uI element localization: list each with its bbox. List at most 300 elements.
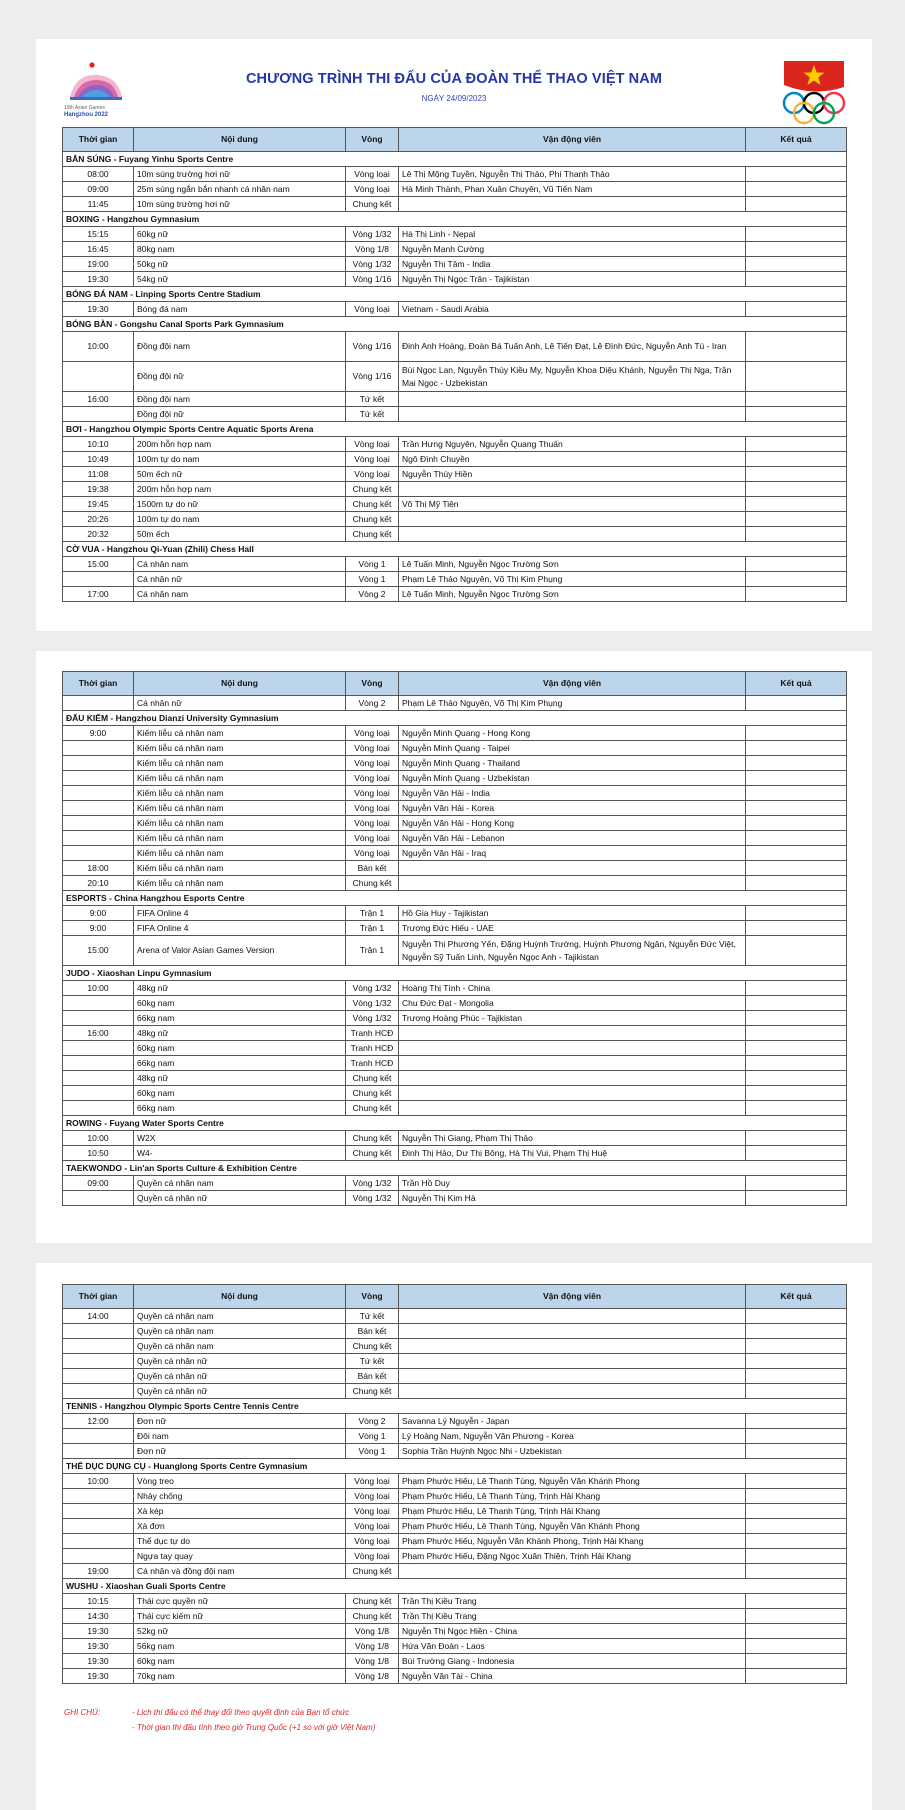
time-cell: 10:00 bbox=[63, 1131, 134, 1146]
round-cell: Chung kết bbox=[346, 1564, 399, 1579]
time-cell: 19:30 bbox=[63, 1624, 134, 1639]
venue-name: BOXING - Hangzhou Gymnasium bbox=[63, 212, 847, 227]
venue-row bbox=[63, 1116, 847, 1131]
result-cell bbox=[746, 182, 847, 197]
time-cell: 10:15 bbox=[63, 1594, 134, 1609]
table-row bbox=[63, 167, 847, 182]
round-cell: Vòng 1/16 bbox=[346, 272, 399, 287]
result-cell bbox=[746, 906, 847, 921]
event-cell: Cá nhân và đồng đội nam bbox=[134, 1564, 346, 1579]
round-cell: Chung kết bbox=[346, 876, 399, 891]
time-cell bbox=[63, 1101, 134, 1116]
event-cell: 60kg nam bbox=[134, 1654, 346, 1669]
round-cell: Vòng 2 bbox=[346, 587, 399, 602]
table-row bbox=[63, 1654, 847, 1669]
time-cell: 20:32 bbox=[63, 527, 134, 542]
athletes-cell: Lê Tuấn Minh, Nguyễn Ngọc Trường Sơn bbox=[399, 587, 746, 602]
table-row bbox=[63, 1191, 847, 1206]
time-cell: 17:00 bbox=[63, 587, 134, 602]
athletes-cell bbox=[399, 1086, 746, 1101]
athletes-cell bbox=[399, 1384, 746, 1399]
result-cell bbox=[746, 197, 847, 212]
round-cell: Vòng 1/8 bbox=[346, 242, 399, 257]
table-row bbox=[63, 1086, 847, 1101]
table-row bbox=[63, 557, 847, 572]
round-cell: Vòng loại bbox=[346, 1504, 399, 1519]
round-cell: Trận 1 bbox=[346, 906, 399, 921]
result-cell bbox=[746, 1429, 847, 1444]
result-cell bbox=[746, 1086, 847, 1101]
col-result: Kết quả bbox=[746, 1285, 847, 1309]
result-cell bbox=[746, 1101, 847, 1116]
event-cell: Quyền cá nhân nữ bbox=[134, 1369, 346, 1384]
table-row bbox=[63, 921, 847, 936]
table-row bbox=[63, 936, 847, 966]
round-cell: Vòng 1/16 bbox=[346, 362, 399, 392]
venue-name: TENNIS - Hangzhou Olympic Sports Centre Tennis Centre bbox=[63, 1399, 847, 1414]
round-cell: Vòng 1/32 bbox=[346, 1191, 399, 1206]
venue-row bbox=[63, 1579, 847, 1594]
time-cell: 19:30 bbox=[63, 1639, 134, 1654]
athletes-cell bbox=[399, 1369, 746, 1384]
table-row bbox=[63, 242, 847, 257]
time-cell bbox=[63, 1489, 134, 1504]
athletes-cell bbox=[399, 1041, 746, 1056]
table-row bbox=[63, 527, 847, 542]
athletes-cell: Hà Minh Thành, Phan Xuân Chuyên, Vũ Tiến Nam bbox=[399, 182, 746, 197]
result-cell bbox=[746, 846, 847, 861]
table-row bbox=[63, 1131, 847, 1146]
time-cell: 16:00 bbox=[63, 1026, 134, 1041]
table-row bbox=[63, 1519, 847, 1534]
event-cell: Đôi nam bbox=[134, 1429, 346, 1444]
athletes-cell: Lê Thị Mộng Tuyền, Nguyễn Thị Thảo, Phí Thanh Thảo bbox=[399, 167, 746, 182]
col-result: Kết quả bbox=[746, 672, 847, 696]
table-row bbox=[63, 1624, 847, 1639]
event-cell: 48kg nữ bbox=[134, 1026, 346, 1041]
result-cell bbox=[746, 861, 847, 876]
table-row bbox=[63, 846, 847, 861]
round-cell: Vòng 1/32 bbox=[346, 257, 399, 272]
event-cell: 100m tự do nam bbox=[134, 512, 346, 527]
col-round: Vòng bbox=[346, 128, 399, 152]
table-row bbox=[63, 1369, 847, 1384]
round-cell: Vòng 1/32 bbox=[346, 1011, 399, 1026]
time-cell: 09:00 bbox=[63, 182, 134, 197]
result-cell bbox=[746, 996, 847, 1011]
round-cell: Vòng loại bbox=[346, 167, 399, 182]
table-row bbox=[63, 1639, 847, 1654]
table-row bbox=[63, 771, 847, 786]
result-cell bbox=[746, 512, 847, 527]
table-row bbox=[63, 1041, 847, 1056]
time-cell: 10:00 bbox=[63, 981, 134, 996]
athletes-cell: Đinh Thị Hảo, Dư Thị Bông, Hà Thị Vui, Phạm Thị Huệ bbox=[399, 1146, 746, 1161]
athletes-cell bbox=[399, 1324, 746, 1339]
round-cell: Chung kết bbox=[346, 1339, 399, 1354]
time-cell bbox=[63, 1534, 134, 1549]
athletes-cell: Phạm Phước Hiếu, Nguyễn Văn Khánh Phong, Trịnh Hải Khang bbox=[399, 1534, 746, 1549]
athletes-cell: Phạm Lê Thảo Nguyên, Võ Thị Kim Phụng bbox=[399, 572, 746, 587]
round-cell: Vòng 1/32 bbox=[346, 1176, 399, 1191]
athletes-cell: Nguyễn Mạnh Cường bbox=[399, 242, 746, 257]
event-cell: Cá nhân nữ bbox=[134, 572, 346, 587]
time-cell: 15:00 bbox=[63, 936, 134, 966]
time-cell bbox=[63, 572, 134, 587]
round-cell: Vòng loại bbox=[346, 1534, 399, 1549]
result-cell bbox=[746, 257, 847, 272]
event-cell: 1500m tự do nữ bbox=[134, 497, 346, 512]
col-time: Thời gian bbox=[63, 672, 134, 696]
athletes-cell: Nguyễn Minh Quang - Taipei bbox=[399, 741, 746, 756]
event-cell: Quyền cá nhân nam bbox=[134, 1309, 346, 1324]
athletes-cell: Phạm Phước Hiếu, Lê Thanh Tùng, Trịnh Hải Khang bbox=[399, 1504, 746, 1519]
result-cell bbox=[746, 332, 847, 362]
athletes-cell: Lý Hoàng Nam, Nguyễn Văn Phương - Korea bbox=[399, 1429, 746, 1444]
schedule-table bbox=[62, 671, 847, 1206]
athletes-cell: Nguyễn Thị Ngọc Trân - Tajikistan bbox=[399, 272, 746, 287]
table-row bbox=[63, 1354, 847, 1369]
result-cell bbox=[746, 392, 847, 407]
round-cell: Vòng loại bbox=[346, 741, 399, 756]
athletes-cell: Trần Thị Kiều Trang bbox=[399, 1594, 746, 1609]
time-cell: 09:00 bbox=[63, 1176, 134, 1191]
table-row bbox=[63, 786, 847, 801]
venue-name: JUDO - Xiaoshan Linpu Gymnasium bbox=[63, 966, 847, 981]
table-row bbox=[63, 756, 847, 771]
event-cell: 60kg nam bbox=[134, 996, 346, 1011]
athletes-cell: Phạm Lê Thảo Nguyên, Võ Thị Kim Phụng bbox=[399, 696, 746, 711]
result-cell bbox=[746, 572, 847, 587]
table-header bbox=[63, 1285, 847, 1309]
result-cell bbox=[746, 741, 847, 756]
page-date: NGÀY 24/09/2023 bbox=[421, 94, 487, 103]
result-cell bbox=[746, 1131, 847, 1146]
round-cell: Vòng 1/8 bbox=[346, 1654, 399, 1669]
table-header bbox=[63, 672, 847, 696]
venue-name: BÓNG BÀN - Gongshu Canal Sports Park Gymnasium bbox=[63, 317, 847, 332]
col-athletes: Vận động viên bbox=[399, 128, 746, 152]
schedule-page-2 bbox=[36, 651, 872, 1243]
athletes-cell bbox=[399, 1309, 746, 1324]
athletes-cell: Trương Đức Hiếu - UAE bbox=[399, 921, 746, 936]
athletes-cell bbox=[399, 1071, 746, 1086]
table-header bbox=[63, 128, 847, 152]
round-cell: Vòng loại bbox=[346, 302, 399, 317]
time-cell: 19:30 bbox=[63, 272, 134, 287]
time-cell bbox=[63, 741, 134, 756]
event-cell: 66kg nam bbox=[134, 1101, 346, 1116]
table-row bbox=[63, 1549, 847, 1564]
table-row bbox=[63, 392, 847, 407]
round-cell: Vòng loại bbox=[346, 771, 399, 786]
athletes-cell: Ngô Đình Chuyền bbox=[399, 452, 746, 467]
table-row bbox=[63, 1056, 847, 1071]
round-cell: Vòng 1/32 bbox=[346, 996, 399, 1011]
time-cell bbox=[63, 1041, 134, 1056]
result-cell bbox=[746, 831, 847, 846]
athletes-cell bbox=[399, 482, 746, 497]
table-row bbox=[63, 996, 847, 1011]
athletes-cell: Nguyễn Minh Quang - Uzbekistan bbox=[399, 771, 746, 786]
time-cell bbox=[63, 1011, 134, 1026]
result-cell bbox=[746, 1384, 847, 1399]
event-cell: 66kg nam bbox=[134, 1056, 346, 1071]
result-cell bbox=[746, 1639, 847, 1654]
page-title: CHƯƠNG TRÌNH THI ĐẤU CỦA ĐOÀN THỂ THAO VIỆT NAM bbox=[245, 71, 663, 87]
venue-row bbox=[63, 152, 847, 167]
round-cell: Tứ kết bbox=[346, 407, 399, 422]
event-cell: Kiếm liễu cá nhân nam bbox=[134, 816, 346, 831]
event-cell: 48kg nữ bbox=[134, 1071, 346, 1086]
event-cell: 48kg nữ bbox=[134, 981, 346, 996]
table-row bbox=[63, 696, 847, 711]
result-cell bbox=[746, 1444, 847, 1459]
time-cell bbox=[63, 846, 134, 861]
venue-name: BẮN SÚNG - Fuyang Yinhu Sports Centre bbox=[63, 152, 847, 167]
round-cell: Vòng loại bbox=[346, 1489, 399, 1504]
result-cell bbox=[746, 1549, 847, 1564]
table-row bbox=[63, 407, 847, 422]
athletes-cell: Phạm Phước Hiếu, Lê Thanh Tùng, Trịnh Hải Khang bbox=[399, 1489, 746, 1504]
round-cell: Vòng loại bbox=[346, 801, 399, 816]
result-cell bbox=[746, 587, 847, 602]
time-cell bbox=[63, 1504, 134, 1519]
time-cell bbox=[63, 1191, 134, 1206]
round-cell: Vòng 1/8 bbox=[346, 1669, 399, 1684]
time-cell bbox=[63, 1324, 134, 1339]
athletes-cell bbox=[399, 527, 746, 542]
event-cell: 50m ếch bbox=[134, 527, 346, 542]
note-item: - Thời gian thi đấu tính theo giờ Trung Quốc (+1 so với giờ Việt Nam) bbox=[132, 1723, 376, 1732]
time-cell: 19:45 bbox=[63, 497, 134, 512]
round-cell: Chung kết bbox=[346, 1071, 399, 1086]
result-cell bbox=[746, 1474, 847, 1489]
athletes-cell: Nguyễn Thị Tâm - India bbox=[399, 257, 746, 272]
athletes-cell bbox=[399, 1354, 746, 1369]
round-cell: Tứ kết bbox=[346, 392, 399, 407]
result-cell bbox=[746, 167, 847, 182]
event-cell: Kiếm liễu cá nhân nam bbox=[134, 786, 346, 801]
table-row bbox=[63, 482, 847, 497]
result-cell bbox=[746, 1519, 847, 1534]
table-row bbox=[63, 1444, 847, 1459]
time-cell bbox=[63, 816, 134, 831]
event-cell: Kiếm liễu cá nhân nam bbox=[134, 726, 346, 741]
athletes-cell bbox=[399, 392, 746, 407]
round-cell: Vòng loại bbox=[346, 467, 399, 482]
venue-name: THỂ DỤC DỤNG CỤ - Huanglong Sports Centre Gymnasium bbox=[63, 1459, 847, 1474]
result-cell bbox=[746, 482, 847, 497]
time-cell: 15:15 bbox=[63, 227, 134, 242]
event-cell: Ngựa tay quay bbox=[134, 1549, 346, 1564]
event-cell: Kiếm liễu cá nhân nam bbox=[134, 831, 346, 846]
result-cell bbox=[746, 1056, 847, 1071]
venue-row bbox=[63, 287, 847, 302]
athletes-cell: Trần Thị Kiều Trang bbox=[399, 1609, 746, 1624]
event-cell: Xà đơn bbox=[134, 1519, 346, 1534]
col-time: Thời gian bbox=[63, 1285, 134, 1309]
athletes-cell: Nguyễn Văn Tài - China bbox=[399, 1669, 746, 1684]
time-cell bbox=[63, 1549, 134, 1564]
event-cell: 60kg nam bbox=[134, 1086, 346, 1101]
event-cell: 66kg nam bbox=[134, 1011, 346, 1026]
result-cell bbox=[746, 1339, 847, 1354]
round-cell: Vòng loại bbox=[346, 846, 399, 861]
athletes-cell: Savanna Lý Nguyễn - Japan bbox=[399, 1414, 746, 1429]
table-row bbox=[63, 1489, 847, 1504]
venue-row bbox=[63, 1399, 847, 1414]
col-athletes: Vận động viên bbox=[399, 1285, 746, 1309]
result-cell bbox=[746, 1504, 847, 1519]
event-cell: 200m hỗn hợp nam bbox=[134, 482, 346, 497]
event-cell: Quyền cá nhân nữ bbox=[134, 1384, 346, 1399]
time-cell: 19:30 bbox=[63, 1669, 134, 1684]
result-cell bbox=[746, 1309, 847, 1324]
venue-row bbox=[63, 1459, 847, 1474]
table-row bbox=[63, 1176, 847, 1191]
event-cell: Cá nhân nữ bbox=[134, 696, 346, 711]
col-event: Nội dung bbox=[134, 128, 346, 152]
round-cell: Vòng 2 bbox=[346, 696, 399, 711]
table-row bbox=[63, 1146, 847, 1161]
table-row bbox=[63, 272, 847, 287]
time-cell: 19:00 bbox=[63, 257, 134, 272]
result-cell bbox=[746, 407, 847, 422]
event-cell: Thể dục tự do bbox=[134, 1534, 346, 1549]
athletes-cell: Nguyễn Thị Giang, Phạm Thị Thảo bbox=[399, 1131, 746, 1146]
venue-name: BÓNG ĐÁ NAM - Linping Sports Centre Stadium bbox=[63, 287, 847, 302]
table-row bbox=[63, 1594, 847, 1609]
event-cell: Đồng đội nữ bbox=[134, 362, 346, 392]
result-cell bbox=[746, 242, 847, 257]
athletes-cell: Vietnam - Saudi Arabia bbox=[399, 302, 746, 317]
table-row bbox=[63, 332, 847, 362]
schedule-page-1 bbox=[36, 39, 872, 631]
athletes-cell: Bùi Trường Giang - Indonesia bbox=[399, 1654, 746, 1669]
time-cell bbox=[63, 1354, 134, 1369]
athletes-cell bbox=[399, 861, 746, 876]
table-row bbox=[63, 302, 847, 317]
event-cell: Kiếm liễu cá nhân nam bbox=[134, 771, 346, 786]
athletes-cell bbox=[399, 1339, 746, 1354]
athletes-cell: Hà Thị Linh - Nepal bbox=[399, 227, 746, 242]
round-cell: Tứ kết bbox=[346, 1309, 399, 1324]
table-row bbox=[63, 741, 847, 756]
athletes-cell: Nguyễn Văn Hải - Hong Kong bbox=[399, 816, 746, 831]
notes-label: GHI CHÚ: bbox=[64, 1708, 100, 1717]
time-cell bbox=[63, 1429, 134, 1444]
round-cell: Tranh HCĐ bbox=[346, 1041, 399, 1056]
table-row bbox=[63, 1026, 847, 1041]
event-cell: Quyền cá nhân nữ bbox=[134, 1191, 346, 1206]
table-row bbox=[63, 906, 847, 921]
result-cell bbox=[746, 1564, 847, 1579]
venue-row bbox=[63, 891, 847, 906]
round-cell: Vòng loại bbox=[346, 437, 399, 452]
result-cell bbox=[746, 1026, 847, 1041]
round-cell: Vòng loại bbox=[346, 1549, 399, 1564]
result-cell bbox=[746, 876, 847, 891]
round-cell: Vòng loại bbox=[346, 816, 399, 831]
table-row bbox=[63, 1071, 847, 1086]
athletes-cell bbox=[399, 1026, 746, 1041]
venue-row bbox=[63, 542, 847, 557]
table-row bbox=[63, 197, 847, 212]
table-row bbox=[63, 257, 847, 272]
time-cell: 14:30 bbox=[63, 1609, 134, 1624]
time-cell bbox=[63, 407, 134, 422]
event-cell: Arena of Valor Asian Games Version bbox=[134, 936, 346, 966]
table-row bbox=[63, 1564, 847, 1579]
round-cell: Chung kết bbox=[346, 197, 399, 212]
round-cell: Vòng 2 bbox=[346, 1414, 399, 1429]
time-cell bbox=[63, 696, 134, 711]
round-cell: Bán kết bbox=[346, 1324, 399, 1339]
table-row bbox=[63, 512, 847, 527]
table-row bbox=[63, 876, 847, 891]
athletes-cell: Trần Hưng Nguyên, Nguyễn Quang Thuấn bbox=[399, 437, 746, 452]
time-cell: 9:00 bbox=[63, 906, 134, 921]
round-cell: Vòng loại bbox=[346, 726, 399, 741]
athletes-cell: Nguyễn Văn Hải - Korea bbox=[399, 801, 746, 816]
result-cell bbox=[746, 1609, 847, 1624]
athletes-cell: Nguyễn Thị Ngọc Hiền - China bbox=[399, 1624, 746, 1639]
athletes-cell: Nguyễn Thị Kim Hà bbox=[399, 1191, 746, 1206]
time-cell: 9:00 bbox=[63, 921, 134, 936]
round-cell: Chung kết bbox=[346, 1086, 399, 1101]
athletes-cell: Nguyễn Văn Hải - Iraq bbox=[399, 846, 746, 861]
round-cell: Vòng 1/32 bbox=[346, 981, 399, 996]
round-cell: Chung kết bbox=[346, 512, 399, 527]
event-cell: Quyền cá nhân nam bbox=[134, 1324, 346, 1339]
venue-name: CỜ VUA - Hangzhou Qi-Yuan (Zhili) Chess Hall bbox=[63, 542, 847, 557]
venue-row bbox=[63, 317, 847, 332]
time-cell bbox=[63, 1086, 134, 1101]
time-cell: 08:00 bbox=[63, 167, 134, 182]
round-cell: Chung kết bbox=[346, 1101, 399, 1116]
athletes-cell: Nguyễn Văn Hải - India bbox=[399, 786, 746, 801]
time-cell: 19:38 bbox=[63, 482, 134, 497]
athletes-cell: Nguyễn Thị Phương Yến, Đặng Huỳnh Trường, Huỳnh Phương Ngân, Nguyễn Đức Việt, Nguyễn Sỹ Tuấn Linh, Nguyễn Ngọc Anh - Tajikistan bbox=[399, 936, 746, 966]
venue-name: ESPORTS - China Hangzhou Esports Centre bbox=[63, 891, 847, 906]
round-cell: Vòng loại bbox=[346, 786, 399, 801]
time-cell: 16:45 bbox=[63, 242, 134, 257]
event-cell: FIFA Online 4 bbox=[134, 906, 346, 921]
result-cell bbox=[746, 921, 847, 936]
time-cell bbox=[63, 771, 134, 786]
result-cell bbox=[746, 786, 847, 801]
table-row bbox=[63, 467, 847, 482]
venue-row bbox=[63, 422, 847, 437]
result-cell bbox=[746, 1669, 847, 1684]
result-cell bbox=[746, 1354, 847, 1369]
time-cell: 10:00 bbox=[63, 332, 134, 362]
athletes-cell: Hồ Gia Huy - Tajikistan bbox=[399, 906, 746, 921]
time-cell bbox=[63, 756, 134, 771]
time-cell: 11:45 bbox=[63, 197, 134, 212]
athletes-cell: Lê Tuấn Minh, Nguyễn Ngọc Trường Sơn bbox=[399, 557, 746, 572]
table-row bbox=[63, 227, 847, 242]
time-cell bbox=[63, 1071, 134, 1086]
result-cell bbox=[746, 1071, 847, 1086]
athletes-cell: Trần Hồ Duy bbox=[399, 1176, 746, 1191]
round-cell: Trận 1 bbox=[346, 936, 399, 966]
result-cell bbox=[746, 272, 847, 287]
athletes-cell: Phạm Phước Hiếu, Đặng Ngọc Xuân Thiện, Trịnh Hải Khang bbox=[399, 1549, 746, 1564]
time-cell bbox=[63, 1444, 134, 1459]
time-cell: 14:00 bbox=[63, 1309, 134, 1324]
